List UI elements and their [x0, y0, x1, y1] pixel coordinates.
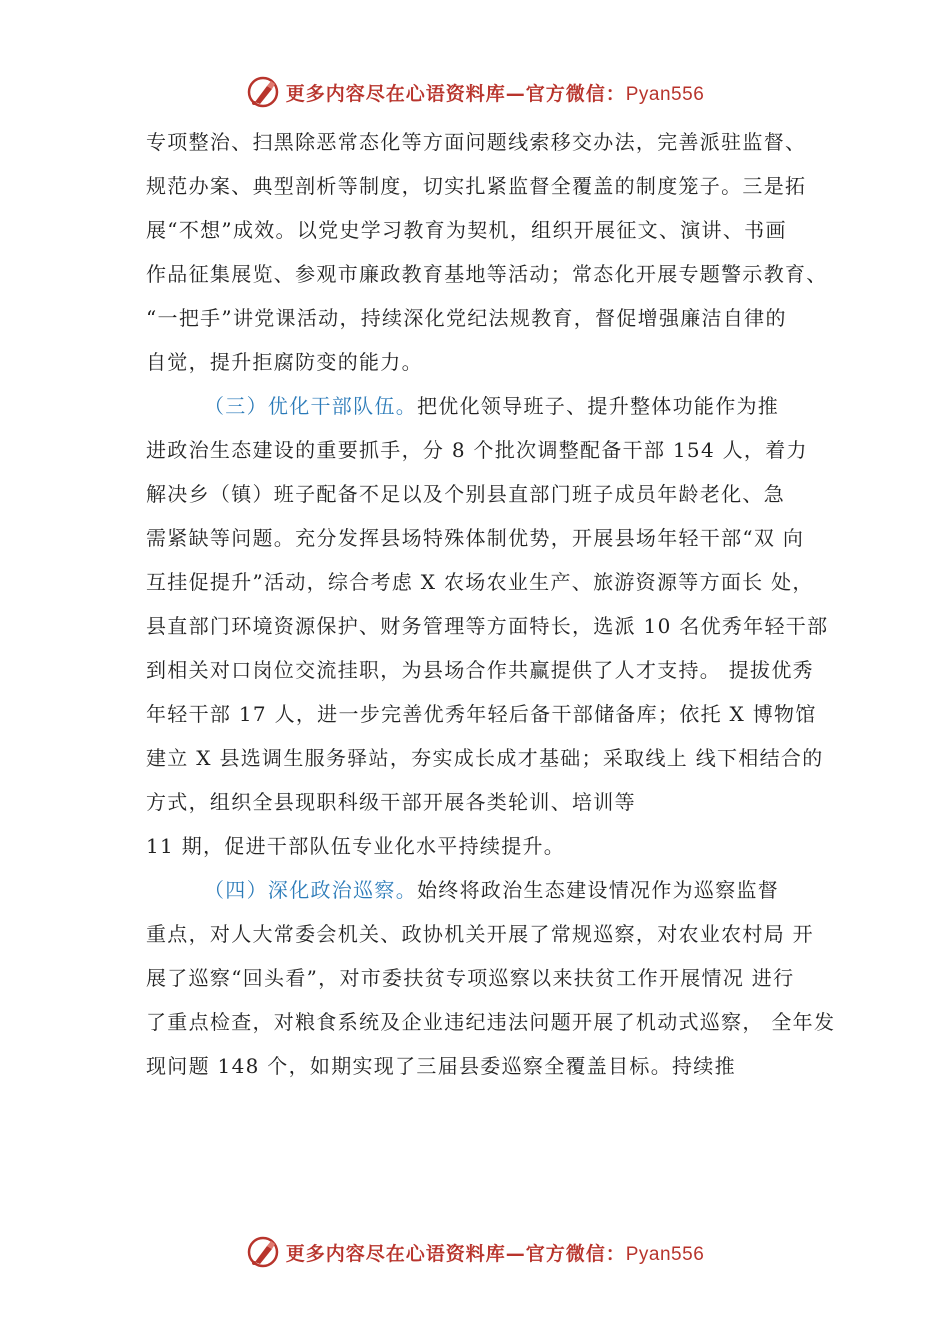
watermark-banner-bottom	[0, 1232, 950, 1272]
section-4-first-line	[146, 868, 836, 912]
section-4-lead: 始终将政治生态建设情况作为巡察监督	[417, 878, 780, 902]
text-line: 展了巡察“回头看”，对市委扶贫专项巡察以来扶贫工作开展情况 进行	[146, 966, 795, 990]
text-line: 规范办案、典型剖析等制度，切实扎紧监督全覆盖的制度笼子。三是拓	[146, 174, 807, 198]
body-text	[146, 120, 836, 1088]
text-line: 展“不想”成效。以党史学习教育为契机，组织开展征文、演讲、书画	[146, 218, 787, 242]
text-line: 重点，对人大常委会机关、政协机关开展了常规巡察，对农业农村局 开	[146, 922, 814, 946]
watermark-text: 更多内容尽在心语资料库—官方微信：Pyan556	[285, 82, 705, 105]
text-line: 了重点检查，对粮食系统及企业违纪违法问题开展了机动式巡察， 全年发	[146, 1010, 836, 1034]
text-line: 专项整治、扫黑除恶常态化等方面问题线索移交办法，完善派驻监督、	[146, 130, 807, 154]
pen-nib-logo-icon	[246, 75, 280, 109]
section-3-heading: （三）优化干部队伍。	[204, 394, 417, 418]
section-3-lead: 把优化领导班子、提升整体功能作为推	[417, 394, 780, 418]
section-4-heading: （四）深化政治巡察。	[204, 878, 417, 902]
text-line: 作品征集展览、参观市廉政教育基地等活动；常态化开展专题警示教育、	[146, 262, 828, 286]
text-line: 到相关对口岗位交流挂职，为县场合作共赢提供了人才支持。 提拔优秀	[146, 658, 814, 682]
text-line: 建立 X 县选调生服务驿站，夯实成长成才基础；采取线上 线下相结合的	[146, 746, 824, 770]
text-line: 县直部门环境资源保护、财务管理等方面特长，选派 10 名优秀年轻干部	[146, 614, 829, 638]
text-line: 需紧缺等问题。充分发挥县场特殊体制优势，开展县场年轻干部“双 向	[146, 526, 805, 550]
text-line: 进政治生态建设的重要抓手，分 8 个批次调整配备干部 154 人，着力	[146, 438, 808, 462]
text-line: 现问题 148 个，如期实现了三届县委巡察全覆盖目标。持续推	[146, 1054, 736, 1078]
text-line: 方式，组织全县现职科级干部开展各类轮训、培训等	[146, 790, 636, 814]
section-3-first-line	[146, 384, 836, 428]
pen-nib-logo-icon	[246, 1235, 280, 1269]
text-line: 解决乡（镇）班子配备不足以及个别县直部门班子成员年龄老化、急	[146, 482, 785, 506]
text-line: 自觉，提升拒腐防变的能力。	[146, 350, 423, 374]
text-line: 年轻干部 17 人，进一步完善优秀年轻后备干部储备库；依托 X 博物馆	[146, 702, 817, 726]
text-line: “一把手”讲党课活动，持续深化党纪法规教育，督促增强廉洁自律的	[146, 306, 787, 330]
watermark-banner-top	[0, 72, 950, 112]
watermark-text: 更多内容尽在心语资料库—官方微信：Pyan556	[285, 1242, 705, 1265]
text-line: 11 期，促进干部队伍专业化水平持续提升。	[146, 834, 566, 858]
text-line: 互挂促提升”活动，综合考虑 X 农场农业生产、旅游资源等方面长 处，	[146, 570, 814, 594]
